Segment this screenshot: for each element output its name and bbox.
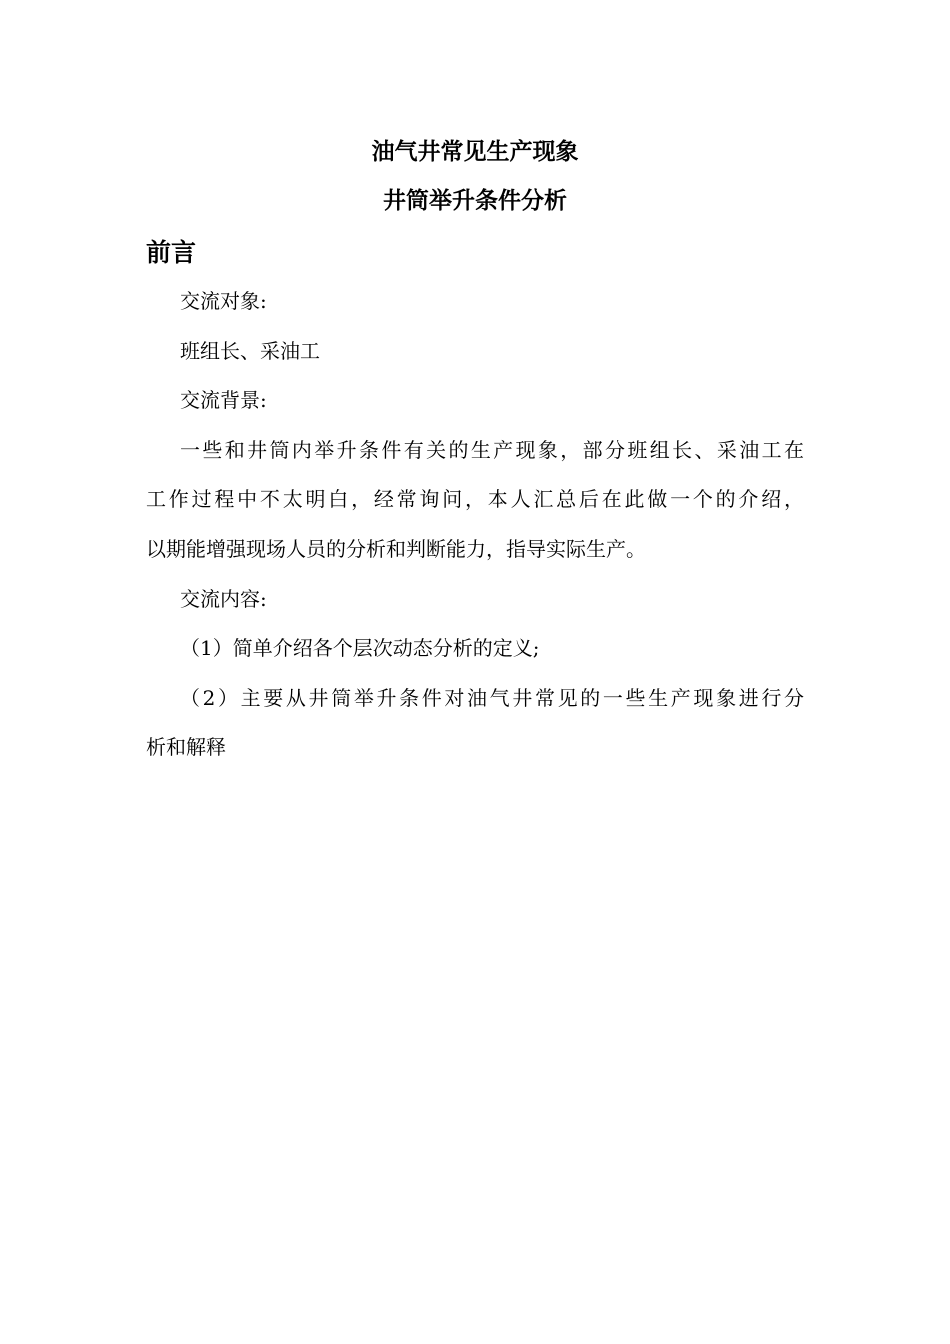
content-item-2-line-1: （2）主要从井筒举升条件对油气井常见的一些生产现象进行分 — [180, 686, 804, 710]
content-item-1: （1）简单介绍各个层次动态分析的定义; — [180, 636, 540, 660]
section-heading: 前言 — [146, 238, 197, 267]
audience-label: 交流对象: — [180, 289, 267, 313]
background-paragraph-line-3: 以期能增强现场人员的分析和判断能力，指导实际生产。 — [146, 537, 646, 561]
document-title-line-1: 油气井常见生产现象 — [371, 138, 579, 165]
content-item-2-line-2: 析和解释 — [146, 735, 226, 759]
background-paragraph-line-1: 一些和井筒内举升条件有关的生产现象，部分班组长、采油工在 — [180, 438, 804, 462]
audience-value: 班组长、采油工 — [180, 339, 320, 363]
document-title-line-2: 井筒举升条件分析 — [383, 187, 567, 214]
background-label: 交流背景: — [180, 388, 267, 412]
content-label: 交流内容: — [180, 587, 267, 611]
background-paragraph-line-2: 工作过程中不太明白，经常询问，本人汇总后在此做一个的介绍， — [146, 487, 804, 511]
